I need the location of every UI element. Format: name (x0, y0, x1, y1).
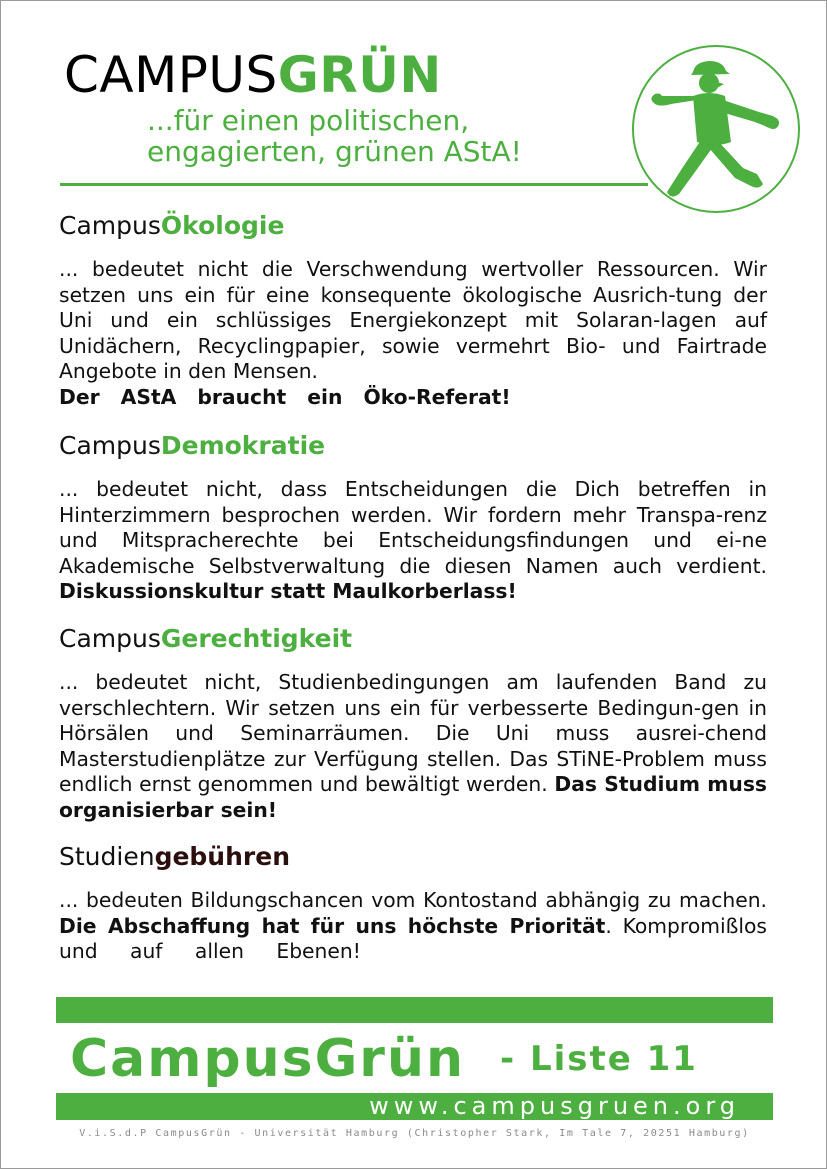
section-title (59, 431, 767, 461)
slogan-line2: engagierten, grünen AStA! (147, 135, 522, 168)
section-title-part1: Campus (59, 211, 161, 240)
ampelmann-walking-figure-icon (631, 44, 801, 214)
section-title-part2: Demokratie (160, 431, 326, 460)
section-demokratie (59, 431, 767, 605)
section-body-text: ... bedeutet nicht, Studienbedingungen am laufenden Band zu verschlechtern. Wir setzen uns ein für verbesserte Bedingun-gen in Hörsälen und Seminarräumen. Die Uni muss ausrei-chend Masterstudienplätze zur Verfügung stellen. Das STiNE-Problem muss endlich ernst genommen und bewältigt werden. (59, 670, 767, 796)
section-body-text: ... bedeutet nicht die Verschwendung wertvoller Ressourcen. Wir setzen uns ein für eine konsequente ökologische Ausrich-tung der Uni und ein schlüssiges Energiekonzept mit Solaran-lagen auf Unidächern, Recyclingpapier, sowie vermehrt Bio- und Fairtrade Angebote in den Mensen. (59, 257, 767, 383)
section-title (59, 842, 767, 872)
brand-title-part2: GRÜN (277, 46, 442, 104)
section-body-text: ... bedeutet nicht, dass Entscheidungen die Dich betreffen in Hinterzimmern besprochen werden. Wir fordern mehr Transpa-renz und Mitspracherechte bei Entscheidungsfindungen und ei-ne Akademische Selbstverwaltung die diesen Namen auch verdient. (59, 477, 767, 578)
slogan (147, 105, 522, 167)
section-bold-text: Die Abschaffung hat für uns höchste Priorität (59, 913, 606, 938)
section-body (59, 257, 767, 410)
section-title-part1: Studien (59, 842, 155, 871)
section-title-part2: gebühren (154, 842, 290, 871)
slogan-line1: ...für einen politischen, (147, 104, 470, 137)
footer-brand: CampusGrün (70, 1029, 465, 1089)
section-punct: . (605, 913, 612, 938)
section-bold-text: Diskussionskultur statt Maulkorberlass! (59, 579, 517, 603)
section-studiengebuehren (59, 842, 767, 965)
footer-bar-top (56, 997, 773, 1023)
section-body (59, 670, 767, 823)
section-body (59, 888, 767, 965)
section-title-part2: Ökologie (160, 211, 285, 240)
section-bold-text: Der AStA braucht ein Öko-Referat! (59, 384, 511, 409)
section-body-text: ... bedeuten Bildungschancen vom Kontostand abhängig zu machen. (59, 888, 767, 912)
section-title-part1: Campus (59, 431, 161, 460)
section-title-part1: Campus (59, 624, 161, 653)
section-oekologie (59, 211, 767, 410)
header-divider (60, 183, 648, 186)
footer-list-number: - Liste 11 (500, 1039, 698, 1079)
section-title (59, 624, 767, 654)
section-gerechtigkeit (59, 624, 767, 823)
section-body (59, 477, 767, 605)
footer-imprint: V.i.S.d.P CampusGrün - Universität Hamburg (Christopher Stark, Im Tale 7, 20251 Hamburg) (79, 1128, 750, 1139)
section-bold-text: Das Studium muss organisierbar sein! (59, 772, 767, 822)
brand-title (64, 46, 442, 104)
section-title (59, 211, 767, 241)
footer-url-link[interactable]: www.campusgruen.org (369, 1092, 740, 1120)
section-tail-text: Kompromißlos und auf allen Ebenen! (59, 913, 767, 963)
brand-title-part1: CAMPUS (64, 46, 278, 104)
section-title-part2: Gerechtigkeit (160, 624, 353, 653)
